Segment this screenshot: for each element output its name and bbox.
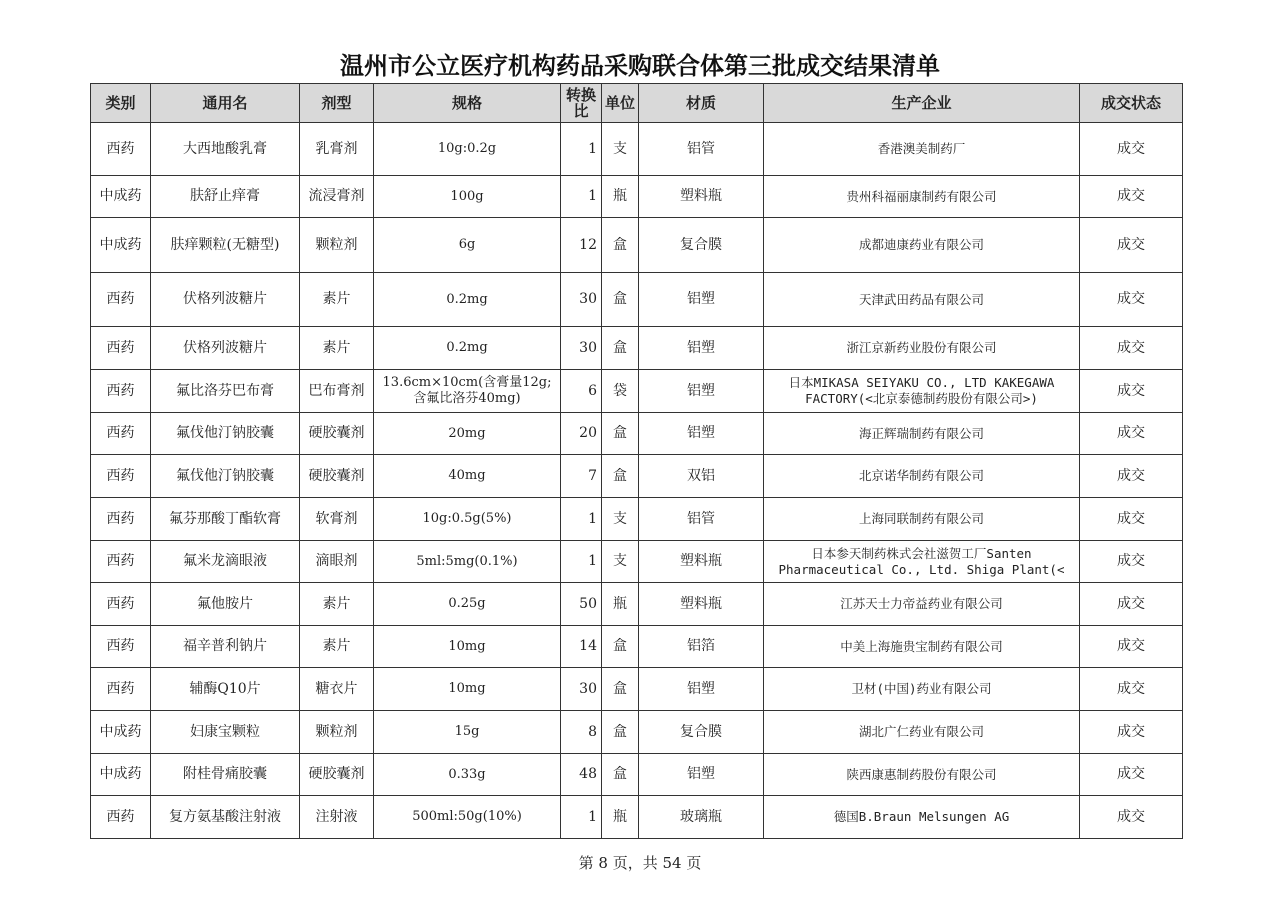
cell-material: 双铝 [639,455,764,498]
cell-unit: 瓶 [602,176,639,218]
cell-material: 铝塑 [639,754,764,796]
header-specification: 规格 [374,84,561,123]
cell-category: 中成药 [91,711,151,754]
cell-conversion-ratio: 50 [561,583,602,626]
cell-status: 成交 [1080,273,1183,327]
table-row [91,273,1183,327]
table-row [91,754,1183,796]
cell-manufacturer: 湖北广仁药业有限公司 [764,711,1080,754]
cell-generic-name: 氟芬那酸丁酯软膏 [151,498,300,541]
cell-specification: 0.2mg [374,327,561,370]
cell-unit: 盒 [602,626,639,668]
cell-material: 铝管 [639,498,764,541]
table-row [91,583,1183,626]
cell-category: 西药 [91,498,151,541]
cell-conversion-ratio: 48 [561,754,602,796]
table-row [91,327,1183,370]
cell-material: 塑料瓶 [639,176,764,218]
cell-dosage-form: 巴布膏剂 [300,370,374,413]
cell-status: 成交 [1080,123,1183,176]
cell-material: 塑料瓶 [639,583,764,626]
cell-status: 成交 [1080,413,1183,455]
cell-generic-name: 肤舒止痒膏 [151,176,300,218]
cell-material: 复合膜 [639,218,764,273]
cell-status: 成交 [1080,218,1183,273]
table-row [91,711,1183,754]
table-row [91,455,1183,498]
cell-status: 成交 [1080,754,1183,796]
cell-specification: 10mg [374,668,561,711]
table-header-row [91,84,1183,123]
cell-category: 中成药 [91,218,151,273]
cell-generic-name: 氟他胺片 [151,583,300,626]
cell-material: 复合膜 [639,711,764,754]
cell-generic-name: 伏格列波糖片 [151,273,300,327]
cell-specification: 13.6cm×10cm(含膏量12g;含氟比洛芬40mg) [374,370,561,413]
cell-dosage-form: 流浸膏剂 [300,176,374,218]
cell-category: 西药 [91,541,151,583]
cell-manufacturer: 江苏天士力帝益药业有限公司 [764,583,1080,626]
cell-dosage-form: 颗粒剂 [300,711,374,754]
cell-material: 铝塑 [639,370,764,413]
cell-manufacturer: 海正辉瑞制药有限公司 [764,413,1080,455]
cell-unit: 盒 [602,413,639,455]
cell-conversion-ratio: 7 [561,455,602,498]
cell-conversion-ratio: 1 [561,541,602,583]
cell-status: 成交 [1080,541,1183,583]
cell-material: 塑料瓶 [639,541,764,583]
cell-generic-name: 福辛普利钠片 [151,626,300,668]
cell-manufacturer: 中美上海施贵宝制药有限公司 [764,626,1080,668]
cell-conversion-ratio: 1 [561,123,602,176]
cell-generic-name: 辅酶Q10片 [151,668,300,711]
cell-dosage-form: 硬胶囊剂 [300,455,374,498]
cell-unit: 瓶 [602,796,639,839]
header-category: 类别 [91,84,151,123]
cell-category: 西药 [91,583,151,626]
cell-specification: 0.2mg [374,273,561,327]
cell-dosage-form: 素片 [300,583,374,626]
header-conversion-ratio: 转换比 [561,84,602,123]
table-row [91,123,1183,176]
table-row [91,413,1183,455]
table-row [91,668,1183,711]
cell-dosage-form: 注射液 [300,796,374,839]
cell-conversion-ratio: 20 [561,413,602,455]
cell-unit: 袋 [602,370,639,413]
cell-unit: 盒 [602,754,639,796]
cell-dosage-form: 颗粒剂 [300,218,374,273]
cell-dosage-form: 素片 [300,327,374,370]
cell-material: 铝塑 [639,327,764,370]
cell-conversion-ratio: 6 [561,370,602,413]
cell-category: 中成药 [91,176,151,218]
cell-status: 成交 [1080,668,1183,711]
cell-conversion-ratio: 1 [561,498,602,541]
cell-status: 成交 [1080,370,1183,413]
table-row [91,541,1183,583]
cell-unit: 支 [602,123,639,176]
cell-manufacturer: 浙江京新药业股份有限公司 [764,327,1080,370]
cell-specification: 100g [374,176,561,218]
cell-conversion-ratio: 12 [561,218,602,273]
cell-conversion-ratio: 30 [561,668,602,711]
header-manufacturer: 生产企业 [764,84,1080,123]
cell-specification: 20mg [374,413,561,455]
cell-conversion-ratio: 1 [561,176,602,218]
cell-unit: 瓶 [602,583,639,626]
cell-dosage-form: 软膏剂 [300,498,374,541]
cell-specification: 10mg [374,626,561,668]
cell-status: 成交 [1080,626,1183,668]
cell-generic-name: 氟伐他汀钠胶囊 [151,455,300,498]
cell-conversion-ratio: 30 [561,273,602,327]
cell-material: 铝塑 [639,273,764,327]
cell-specification: 6g [374,218,561,273]
cell-conversion-ratio: 30 [561,327,602,370]
cell-conversion-ratio: 8 [561,711,602,754]
cell-category: 西药 [91,668,151,711]
cell-manufacturer: 日本MIKASA SEIYAKU CO., LTD KAKEGAWA FACTORY(<北京泰德制药股份有限公司>) [764,370,1080,413]
cell-specification: 15g [374,711,561,754]
results-table [90,83,1183,839]
cell-dosage-form: 乳膏剂 [300,123,374,176]
cell-category: 西药 [91,626,151,668]
table-body [91,123,1183,839]
cell-material: 玻璃瓶 [639,796,764,839]
cell-generic-name: 氟比洛芬巴布膏 [151,370,300,413]
cell-category: 西药 [91,413,151,455]
cell-generic-name: 氟伐他汀钠胶囊 [151,413,300,455]
cell-category: 西药 [91,455,151,498]
cell-manufacturer: 天津武田药品有限公司 [764,273,1080,327]
cell-manufacturer: 贵州科福丽康制药有限公司 [764,176,1080,218]
cell-generic-name: 妇康宝颗粒 [151,711,300,754]
cell-generic-name: 复方氨基酸注射液 [151,796,300,839]
header-status: 成交状态 [1080,84,1183,123]
cell-category: 西药 [91,796,151,839]
cell-manufacturer: 德国B.Braun Melsungen AG [764,796,1080,839]
cell-status: 成交 [1080,176,1183,218]
table-row [91,370,1183,413]
cell-unit: 盒 [602,327,639,370]
cell-specification: 0.33g [374,754,561,796]
cell-manufacturer: 陕西康惠制药股份有限公司 [764,754,1080,796]
page-number: 第 8 页，共 54 页 [578,854,702,872]
cell-unit: 盒 [602,455,639,498]
cell-dosage-form: 素片 [300,273,374,327]
cell-unit: 盒 [602,668,639,711]
cell-specification: 10g:0.2g [374,123,561,176]
header-unit: 单位 [602,84,639,123]
cell-generic-name: 附桂骨痛胶囊 [151,754,300,796]
cell-category: 西药 [91,370,151,413]
cell-manufacturer: 上海同联制药有限公司 [764,498,1080,541]
cell-generic-name: 肤痒颗粒(无糖型) [151,218,300,273]
table-row [91,626,1183,668]
cell-manufacturer: 卫材(中国)药业有限公司 [764,668,1080,711]
cell-status: 成交 [1080,796,1183,839]
cell-category: 西药 [91,123,151,176]
cell-conversion-ratio: 14 [561,626,602,668]
header-generic-name: 通用名 [151,84,300,123]
cell-manufacturer: 成都迪康药业有限公司 [764,218,1080,273]
cell-unit: 盒 [602,273,639,327]
cell-dosage-form: 滴眼剂 [300,541,374,583]
cell-unit: 盒 [602,218,639,273]
cell-dosage-form: 硬胶囊剂 [300,413,374,455]
cell-manufacturer: 日本参天制药株式会社滋贺工厂Santen Pharmaceutical Co., Ltd. Shiga Plant(< [764,541,1080,583]
cell-material: 铝箔 [639,626,764,668]
cell-specification: 40mg [374,455,561,498]
cell-generic-name: 氟米龙滴眼液 [151,541,300,583]
cell-unit: 支 [602,498,639,541]
cell-status: 成交 [1080,498,1183,541]
cell-generic-name: 伏格列波糖片 [151,327,300,370]
header-dosage-form: 剂型 [300,84,374,123]
cell-conversion-ratio: 1 [561,796,602,839]
cell-dosage-form: 素片 [300,626,374,668]
cell-manufacturer: 北京诺华制药有限公司 [764,455,1080,498]
cell-status: 成交 [1080,327,1183,370]
cell-material: 铝塑 [639,413,764,455]
cell-dosage-form: 糖衣片 [300,668,374,711]
cell-unit: 支 [602,541,639,583]
cell-specification: 10g:0.5g(5%) [374,498,561,541]
cell-category: 西药 [91,273,151,327]
table-row [91,176,1183,218]
table-row [91,498,1183,541]
cell-material: 铝管 [639,123,764,176]
cell-status: 成交 [1080,455,1183,498]
cell-category: 西药 [91,327,151,370]
cell-specification: 0.25g [374,583,561,626]
document-title: 温州市公立医疗机构药品采购联合体第三批成交结果清单 [340,52,940,80]
cell-category: 中成药 [91,754,151,796]
table-row [91,796,1183,839]
header-material: 材质 [639,84,764,123]
cell-specification: 5ml:5mg(0.1%) [374,541,561,583]
cell-generic-name: 大西地酸乳膏 [151,123,300,176]
cell-status: 成交 [1080,583,1183,626]
cell-status: 成交 [1080,711,1183,754]
cell-dosage-form: 硬胶囊剂 [300,754,374,796]
cell-manufacturer: 香港澳美制药厂 [764,123,1080,176]
cell-unit: 盒 [602,711,639,754]
table-row [91,218,1183,273]
cell-specification: 500ml:50g(10%) [374,796,561,839]
cell-material: 铝塑 [639,668,764,711]
